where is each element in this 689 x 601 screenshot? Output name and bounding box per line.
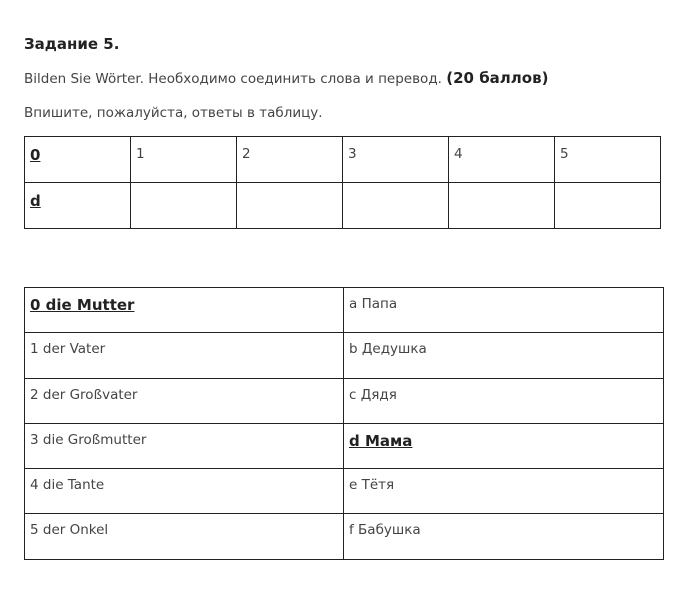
german-word-cell: 1 der Vater — [25, 333, 344, 378]
answer-cell — [25, 183, 131, 229]
answer-header-row — [25, 137, 661, 183]
answer-header-cell: 4 — [449, 137, 555, 183]
german-word-cell: 3 die Großmutter — [25, 423, 344, 468]
russian-word-cell — [344, 423, 664, 468]
table-row — [25, 378, 664, 423]
table-row — [25, 288, 664, 333]
points-label: (20 баллов) — [446, 69, 549, 87]
table-row — [25, 514, 664, 559]
answer-cell[interactable] — [343, 183, 449, 229]
answer-cell[interactable] — [449, 183, 555, 229]
russian-word-cell: b Дедушка — [344, 333, 664, 378]
answer-header-cell: 3 — [343, 137, 449, 183]
example-german-word: 0 die Mutter — [30, 296, 135, 314]
answer-note: Впишите, пожалуйста, ответы в таблицу. — [24, 105, 323, 121]
answer-header-cell: 5 — [555, 137, 661, 183]
instruction-text: Bilden Sie Wörter. Необходимо соединить слова и перевод. — [24, 71, 442, 87]
german-word-cell: 2 der Großvater — [25, 378, 344, 423]
answer-cell[interactable] — [131, 183, 237, 229]
table-row — [25, 423, 664, 468]
table-row — [25, 469, 664, 514]
answer-row — [25, 183, 661, 229]
task-instruction — [24, 69, 548, 87]
matching-table — [24, 287, 664, 560]
russian-word-cell: f Бабушка — [344, 514, 664, 559]
answer-header-cell — [25, 137, 131, 183]
task-title: Задание 5. — [24, 35, 120, 53]
example-number: 0 — [30, 146, 41, 164]
answer-header-cell: 1 — [131, 137, 237, 183]
german-word-cell — [25, 288, 344, 333]
russian-word-cell: e Тётя — [344, 469, 664, 514]
example-answer: d — [30, 192, 41, 210]
russian-word-cell: a Папа — [344, 288, 664, 333]
german-word-cell: 4 die Tante — [25, 469, 344, 514]
example-russian-word: d Мама — [349, 431, 413, 450]
german-word-cell: 5 der Onkel — [25, 514, 344, 559]
answer-cell[interactable] — [237, 183, 343, 229]
answer-table — [24, 136, 661, 229]
russian-word-cell: c Дядя — [344, 378, 664, 423]
answer-header-cell: 2 — [237, 137, 343, 183]
table-row — [25, 333, 664, 378]
answer-cell[interactable] — [555, 183, 661, 229]
